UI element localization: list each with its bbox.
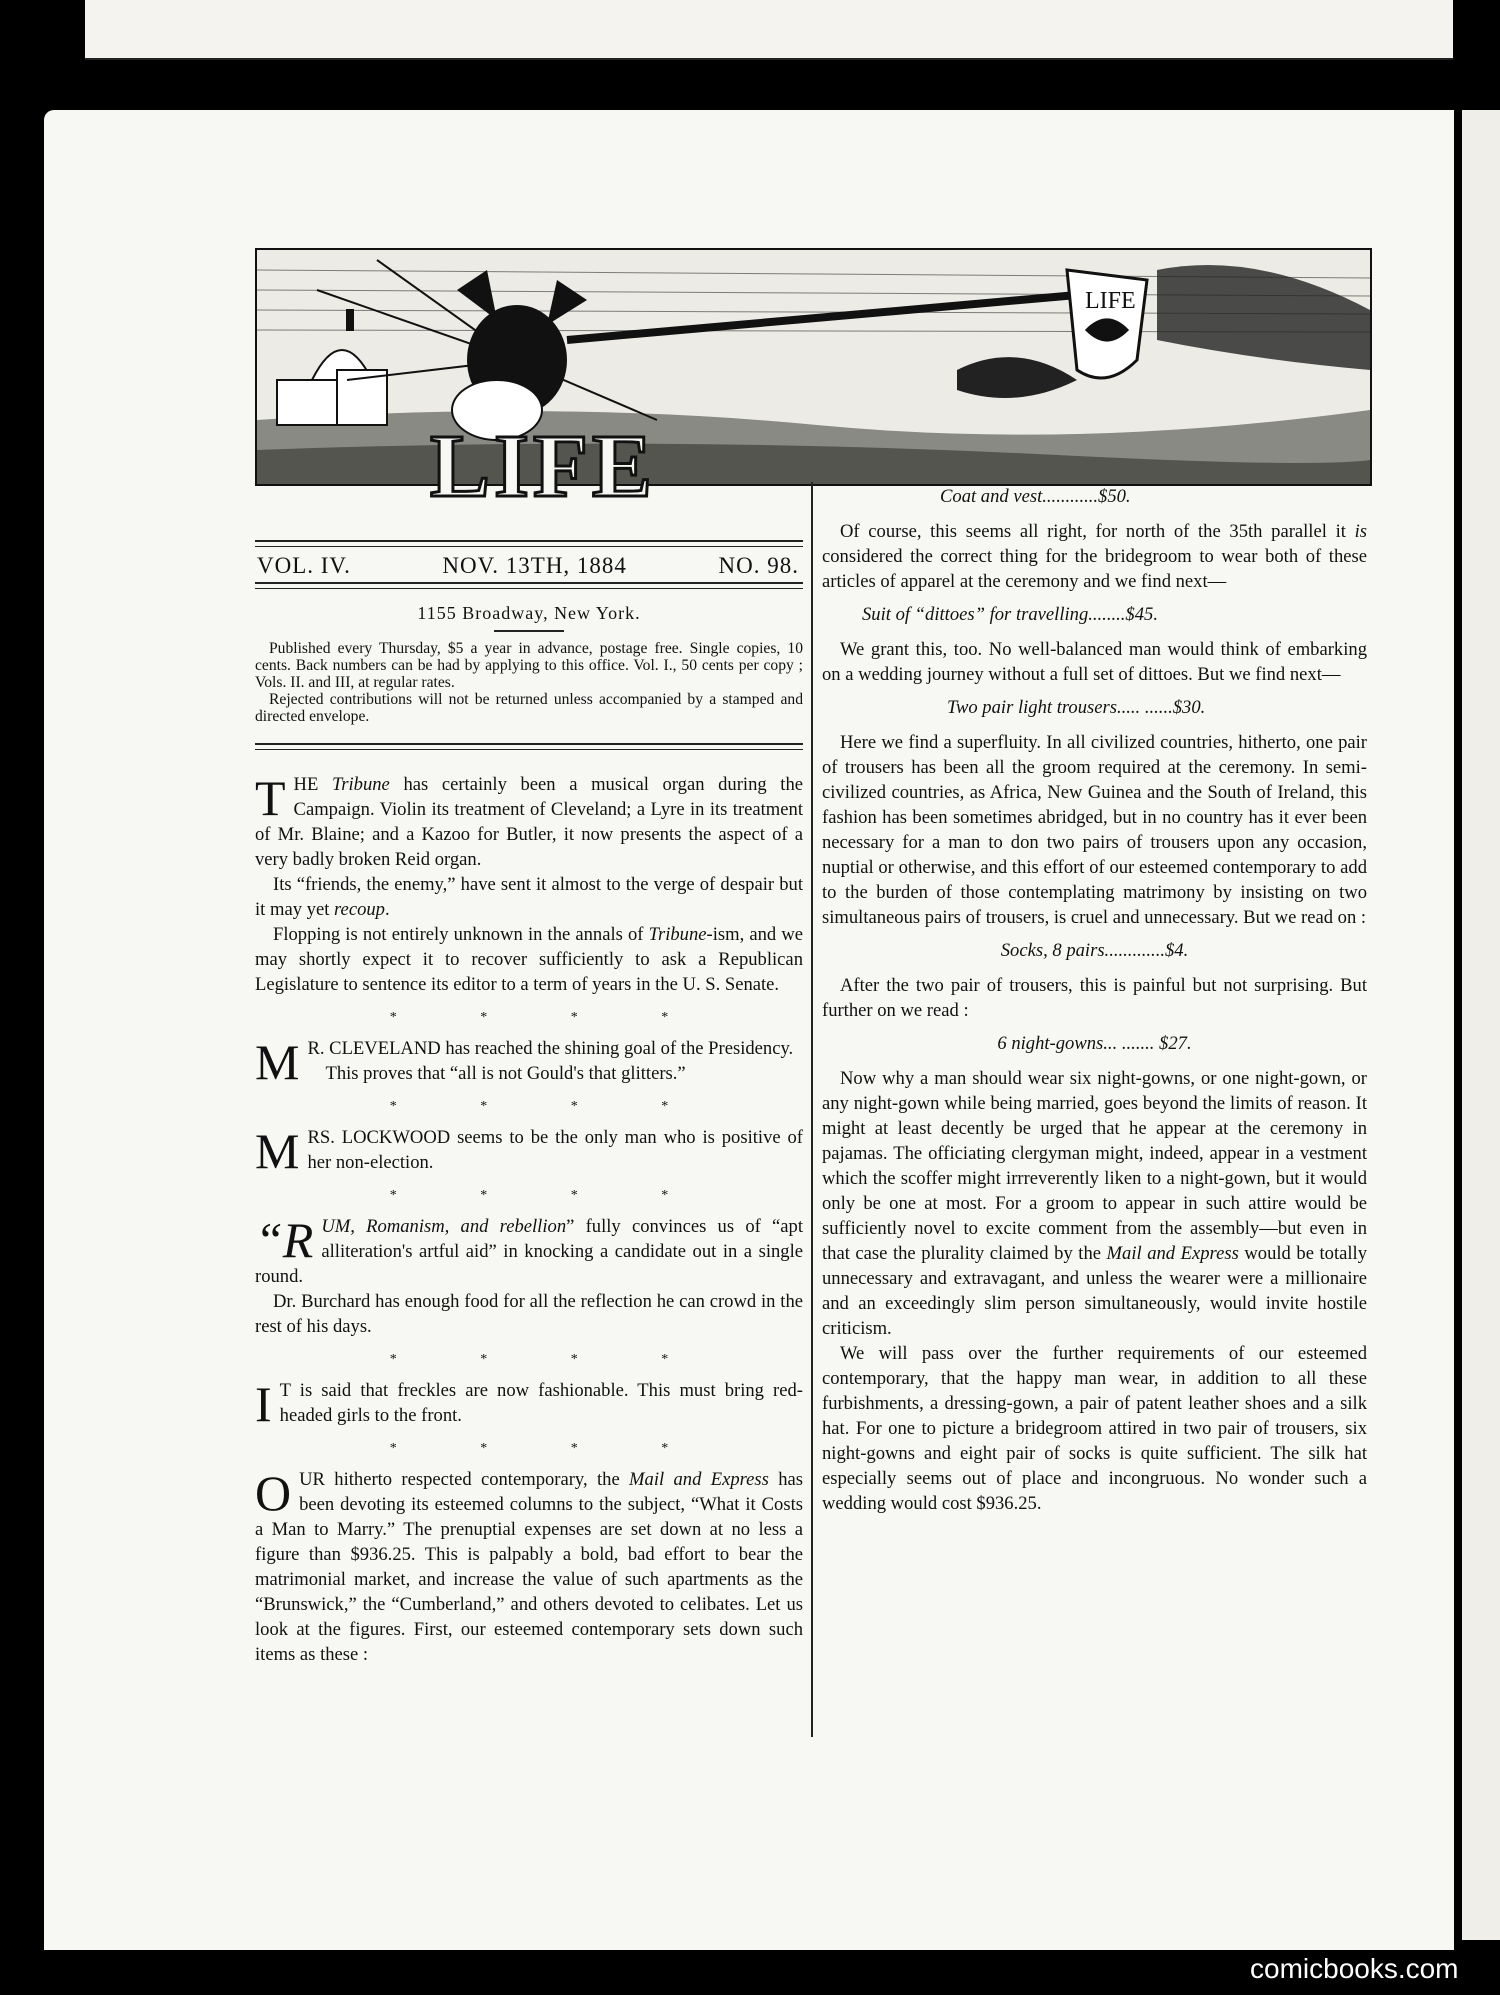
section-stars: * * * * xyxy=(389,1441,709,1456)
contributions-notice: Rejected contributions will not be returned unless accompanied by a stamped and directed envelope. xyxy=(255,691,803,725)
subscription-terms: Published every Thursday, $5 a year in advance, postage free. Single copies, 10 cents. Back numbers can be had by applying to this office. Vol. I., 50 cents per copy ; Vols. II. and III, at regular rates. xyxy=(255,640,803,691)
column-rule xyxy=(811,482,813,1737)
double-rule xyxy=(255,582,803,589)
paragraph-burchard: Dr. Burchard has enough food for all the reflection he can crowd in the rest of his days. xyxy=(255,1291,803,1337)
source-watermark: comicbooks.com xyxy=(1250,1953,1459,1984)
next-page-edge xyxy=(1462,110,1500,1940)
section-stars: * * * * xyxy=(389,1352,709,1367)
short-rule xyxy=(494,630,564,632)
double-rule xyxy=(255,743,803,750)
paragraph-silk-hat: We will pass over the further requirements of our esteemed contemporary, that the happy man wear, in addition to all these furbishments, a dressing-gown, a pair of patent leather shoes and a silk hat. For one to picture a bridegroom attired in two pair of trousers, six night-gowns and eight pair of socks is quite sufficient. The silk hat especially seems out of place and incongruous. No wonder such a wedding would cost $936.25. xyxy=(822,1343,1367,1514)
item-night-gowns: 6 night-gowns... ....... $27. xyxy=(997,1033,1192,1054)
paragraph-night-gowns: Now why a man should wear six night-gowns, or one night-gown, or any night-gown while being married, goes beyond the limits of reason. It might at least decently be urged that he appear at the ceremony in pajamas. The officiating clergyman might, indeed, appear in a vestment which the scoffer might irrreverently liken to a night-gown, but it would only be one at most. For a groom to appear in such attire would be sufficiently novel to excite comment from the assembly—but even in that case the plurality claimed by the Mail and Express would be totally unnecessary and extravagant, and unless the wearer were a millionaire and an exceedingly slim person simultaneously, would invite hostile criticism. xyxy=(822,1068,1367,1339)
paragraph-cleveland: M R. CLEVELAND has reached the shining goal of the Presidency. xyxy=(255,1034,794,1090)
paragraph-lockwood: MRS. LOCKWOOD seems to be the only man who is positive of her non-election. xyxy=(255,1123,803,1179)
drop-cap: “R xyxy=(255,1212,314,1268)
paragraph-tribune: THE Tribune has certainly been a musical organ during the Campaign. Violin its treatment of Cleveland; a Lyre in its treatment of Mr. Blaine; and a Kazoo for Butler, it now presents the aspect of a very badly broken Reid organ. xyxy=(255,770,803,870)
masthead-engraving xyxy=(257,250,1370,484)
section-stars: * * * * xyxy=(389,1099,709,1114)
drop-cap: O xyxy=(255,1465,292,1521)
paragraph-superfluity: Here we find a superfluity. In all civilized countries, hitherto, one pair of trousers has been all the groom required at the ceremony. In semi-civilized countries, as Africa, New Guinea and the South of Ireland, this fashion has been sometimes abridged, but in no country has it ever been necessary for a man to don two pairs of trousers upon any occasion, nuptial or otherwise, and this effort of our esteemed contemporary to add to the burden of those contemplating matrimony by insisting on two simultaneous pairs of trousers, is cruel and unnecessary. But we read on : xyxy=(822,732,1367,928)
paragraph-surprising: After the two pair of trousers, this is painful but not surprising. But further on we read : xyxy=(822,975,1367,1021)
publication-notice xyxy=(255,640,803,725)
drop-cap: M xyxy=(255,1034,300,1090)
svg-text:LIFE: LIFE xyxy=(1085,288,1136,314)
paragraph-dittoes: We grant this, too. No well-balanced man would think of embarking on a wedding journey without a full set of dittoes. But we find next— xyxy=(822,639,1367,685)
paragraph-mail-express: OUR hitherto respected contemporary, the Mail and Express has been devoting its esteemed columns to the subject, “What it Costs a Man to Marry.” The prenuptial expenses are set down at no less a figure than $936.25. This is palpably a bold, bad effort to bear the matrimonial market, and increase the value of such apartments as the “Brunswick,” the “Cumberland,” and others devoted to celibates. Let us look at the figures. First, our esteemed contemporary sets down such items as these : xyxy=(255,1465,804,1665)
drop-cap: T xyxy=(255,770,286,826)
paragraph-flopping: Flopping is not entirely unknown in the annals of Tribune-ism, and we may shortly expect it to recover sufficiently to ask a Republican Legislature to sentence its editor to a term of years in the U. S. Senate. xyxy=(255,924,804,995)
left-column xyxy=(255,540,803,1667)
paragraph-parallel: Of course, this seems all right, for north of the 35th parallel it is considered the correct thing for the bridegroom to wear both of these articles of apparel at the ceremony and we find next— xyxy=(822,521,1367,592)
drop-cap: M xyxy=(255,1123,300,1179)
drop-cap: I xyxy=(255,1376,272,1432)
life-logo: LIFE xyxy=(430,417,657,516)
issue-number: NO. 98. xyxy=(718,553,799,578)
right-column xyxy=(822,476,1367,1516)
paragraph-rum-romanism: “RUM, Romanism, and rebellion” fully convinces us of “apt alliteration's artful aid” in knocking a candidate out in a single round. xyxy=(255,1212,804,1287)
paragraph-gould: This proves that “all is not Gould's that glitters.” xyxy=(325,1063,686,1084)
volume-line xyxy=(255,547,803,582)
office-address: 1155 Broadway, New York. xyxy=(417,603,641,623)
item-trousers: Two pair light trousers..... ......$30. xyxy=(947,697,1206,718)
issue-date: NOV. 13TH, 1884 xyxy=(442,553,627,578)
paragraph-recoup: Its “friends, the enemy,” have sent it almost to the verge of despair but it may yet recoup. xyxy=(255,874,803,920)
section-stars: * * * * xyxy=(389,1188,709,1203)
section-stars: * * * * xyxy=(389,1010,709,1025)
previous-page-edge xyxy=(85,0,1453,60)
item-coat-vest: Coat and vest............$50. xyxy=(940,486,1131,507)
double-rule xyxy=(255,540,803,547)
paragraph-freckles: I T is said that freckles are now fashionable. This must bring red-headed girls to the front. xyxy=(255,1376,803,1432)
volume-number: VOL. IV. xyxy=(257,553,351,578)
item-socks: Socks, 8 pairs.............$4. xyxy=(1000,940,1189,961)
masthead-illustration xyxy=(255,248,1372,486)
item-suit-dittoes: Suit of “dittoes” for travelling........$45. xyxy=(862,604,1158,625)
